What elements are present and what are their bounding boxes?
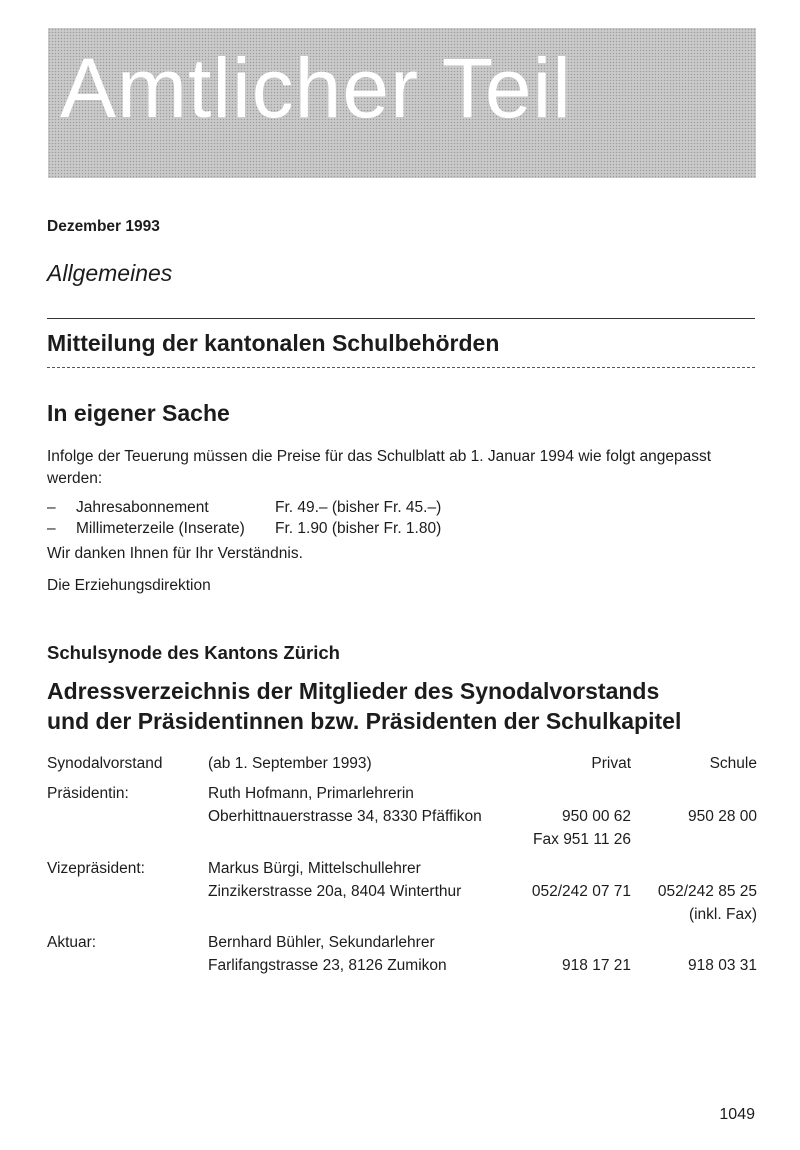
price-item-label: Millimeterzeile (Inserate) [76, 520, 245, 537]
intro-paragraph: Infolge der Teuerung müssen die Preise für das Schulblatt ab 1. Januar 1994 wie folgt angepasst werden: [47, 448, 712, 487]
price-item [47, 520, 757, 542]
price-item-label: Jahresabonnement [76, 499, 209, 516]
member-address: Zinzikerstrasse 20a, 8404 Winterthur [208, 883, 462, 900]
member-name: Bernhard Bühler, Sekundarlehrer [208, 934, 435, 951]
fax-privat: Fax 951 11 26 [533, 831, 631, 848]
member-address: Oberhittnauerstrasse 34, 8330 Pfäffikon [208, 808, 482, 825]
header-schule: Schule [709, 755, 757, 772]
table-header [47, 752, 757, 775]
schule-note: (inkl. Fax) [688, 906, 757, 923]
member-name: Ruth Hofmann, Primarlehrerin [208, 785, 414, 802]
address-directory-heading [47, 676, 762, 736]
synode-heading: Schulsynode des Kantons Zürich [47, 642, 340, 663]
phone-privat: 950 00 62 [562, 808, 631, 825]
phone-privat: 052/242 07 71 [531, 883, 631, 900]
section-title: Allgemeines [47, 260, 173, 286]
signature-text: Die Erziehungsdirektion [47, 577, 211, 594]
thanks-text: Wir danken Ihnen für Ihr Verständnis. [47, 545, 303, 562]
table-row [47, 782, 757, 852]
heading-sache: In eigener Sache [47, 400, 230, 426]
member-address: Farlifangstrasse 23, 8126 Zumikon [208, 957, 447, 974]
header-privat: Privat [591, 755, 631, 772]
phone-privat: 918 17 21 [562, 957, 631, 974]
header-date: (ab 1. September 1993) [208, 755, 372, 772]
price-item [47, 499, 757, 521]
list-dash: – [47, 499, 56, 516]
list-dash: – [47, 520, 56, 537]
page-number: 1049 [719, 1106, 755, 1123]
address-heading-line: Adressverzeichnis der Mitglieder des Synodalvorstands [47, 678, 660, 704]
table-row [47, 931, 757, 977]
divider-top [47, 318, 755, 319]
phone-schule: 918 03 31 [688, 957, 757, 974]
member-name: Markus Bürgi, Mittelschullehrer [208, 860, 421, 877]
phone-schule: 950 28 00 [688, 808, 757, 825]
price-item-value: Fr. 1.90 (bisher Fr. 1.80) [275, 520, 442, 537]
header-banner [48, 28, 756, 178]
divider-bottom [47, 367, 755, 368]
banner-title: Amtlicher Teil [60, 41, 572, 135]
phone-schule: 052/242 85 25 [657, 883, 757, 900]
role-label: Vizepräsident: [47, 860, 145, 877]
role-label: Aktuar: [47, 934, 97, 951]
table-row [47, 857, 757, 927]
address-heading-line: und der Präsidentinnen bzw. Präsidenten der Schulkapitel [47, 708, 682, 734]
price-item-value: Fr. 49.– (bisher Fr. 45.–) [275, 499, 442, 516]
issue-date: Dezember 1993 [47, 218, 160, 235]
heading-kanton: Mitteilung der kantonalen Schulbehörden [47, 330, 500, 356]
role-label: Präsidentin: [47, 785, 129, 802]
header-synodalvorstand: Synodalvorstand [47, 755, 163, 772]
